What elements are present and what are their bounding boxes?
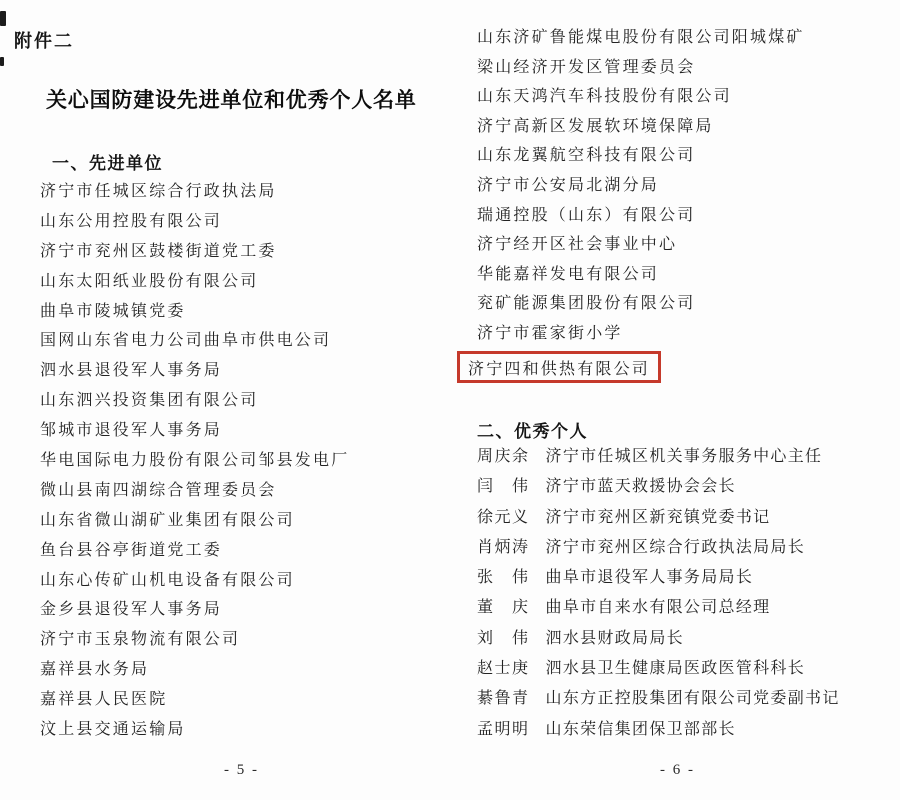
person-row: [477, 593, 840, 623]
person-title: 山东方正控股集团有限公司党委副书记: [545, 690, 840, 708]
person-name: 赵士庚: [477, 660, 530, 678]
unit-item: 梁山经济开发区管理委员会: [477, 58, 696, 76]
unit-item: 汶上县交通运输局: [40, 721, 186, 739]
unit-item: 山东龙翼航空科技有限公司: [477, 147, 696, 165]
unit-item: 华能嘉祥发电有限公司: [477, 265, 660, 283]
attachment-label: 附件二: [14, 31, 74, 51]
person-title: 泗水县卫生健康局医政医管科科长: [545, 660, 806, 678]
unit-item: 济宁市兖州区鼓楼街道党工委: [40, 242, 277, 260]
unit-item: 山东太阳纸业股份有限公司: [40, 272, 259, 290]
person-title: 济宁市兖州区新兖镇党委书记: [545, 508, 771, 526]
person-name: 张 伟: [477, 569, 530, 587]
scan-artifact: [0, 57, 4, 66]
unit-item: 山东泗兴投资集团有限公司: [40, 392, 259, 410]
person-name: 綦鲁青: [477, 690, 530, 708]
person-title: 曲阜市退役军人事务局局长: [545, 569, 754, 587]
highlighted-unit-box: [457, 351, 661, 383]
unit-item: 济宁市公安局北湖分局: [477, 176, 660, 194]
page-number-5: - 5 -: [224, 762, 259, 778]
person-title: 济宁市蓝天救援协会会长: [545, 478, 736, 496]
person-row: [477, 472, 840, 502]
unit-item: 山东公用控股有限公司: [40, 212, 223, 230]
unit-item: 瑞通控股（山东）有限公司: [477, 206, 696, 224]
unit-item: 泗水县退役军人事务局: [40, 362, 223, 380]
outstanding-individuals-list: [477, 442, 840, 745]
unit-item: 金乡县退役军人事务局: [40, 601, 223, 619]
unit-item: 华电国际电力股份有限公司邹县发电厂: [40, 452, 350, 470]
person-name: 周庆余: [477, 448, 530, 465]
person-title: 济宁市兖州区综合行政执法局局长: [545, 538, 806, 556]
advanced-units-list-page6: [477, 23, 805, 349]
unit-item: 济宁市玉泉物流有限公司: [40, 631, 241, 649]
person-title: 济宁市任城区机关事务服务中心主任: [545, 448, 823, 465]
unit-item: 山东心传矿山机电设备有限公司: [40, 571, 295, 589]
person-name: 闫 伟: [477, 478, 530, 496]
unit-item: 山东省微山湖矿业集团有限公司: [40, 511, 295, 529]
advanced-units-list-page5: [40, 177, 349, 745]
person-name: 刘 伟: [477, 629, 530, 647]
person-name: 孟明明: [477, 720, 530, 738]
highlighted-unit-text: 济宁四和供热有限公司: [468, 360, 651, 378]
person-name: 徐元义: [477, 508, 530, 526]
person-row: [477, 533, 840, 563]
section-heading-outstanding-individuals: 二、优秀个人: [477, 422, 588, 441]
page-title: 关心国防建设先进单位和优秀个人名单: [46, 89, 417, 112]
unit-item: 邹城市退役军人事务局: [40, 422, 223, 440]
unit-item: 鱼台县谷亭街道党工委: [40, 541, 223, 559]
unit-item: 济宁市任城区综合行政执法局: [40, 183, 277, 200]
unit-item: 微山县南四湖综合管理委员会: [40, 481, 277, 499]
unit-item: 济宁经开区社会事业中心: [477, 236, 678, 254]
unit-item: 兖矿能源集团股份有限公司: [477, 295, 696, 313]
unit-item: 曲阜市陵城镇党委: [40, 302, 186, 320]
person-row: [477, 624, 840, 654]
person-row: [477, 654, 840, 684]
person-row: [477, 563, 840, 593]
unit-item: 山东天鸿汽车科技股份有限公司: [477, 88, 732, 106]
person-title: 泗水县财政局局长: [545, 629, 684, 647]
person-name: 董 庆: [477, 599, 530, 617]
person-title: 山东荣信集团保卫部部长: [545, 720, 736, 738]
person-title: 曲阜市自来水有限公司总经理: [545, 599, 771, 617]
unit-item: 山东济矿鲁能煤电股份有限公司阳城煤矿: [477, 29, 805, 46]
section-heading-advanced-units: 一、先进单位: [52, 154, 163, 173]
scan-artifact: [0, 11, 6, 26]
person-row: [477, 715, 840, 745]
unit-item: 济宁高新区发展软环境保障局: [477, 117, 714, 135]
unit-item: 嘉祥县水务局: [40, 661, 150, 679]
person-name: 肖炳涛: [477, 538, 530, 556]
person-row: [477, 684, 840, 714]
page-number-6: - 6 -: [660, 762, 695, 778]
person-row: [477, 503, 840, 533]
unit-item: 国网山东省电力公司曲阜市供电公司: [40, 332, 332, 350]
person-row: [477, 442, 840, 472]
unit-item: 济宁市霍家街小学: [477, 324, 623, 342]
unit-item: 嘉祥县人民医院: [40, 691, 168, 709]
